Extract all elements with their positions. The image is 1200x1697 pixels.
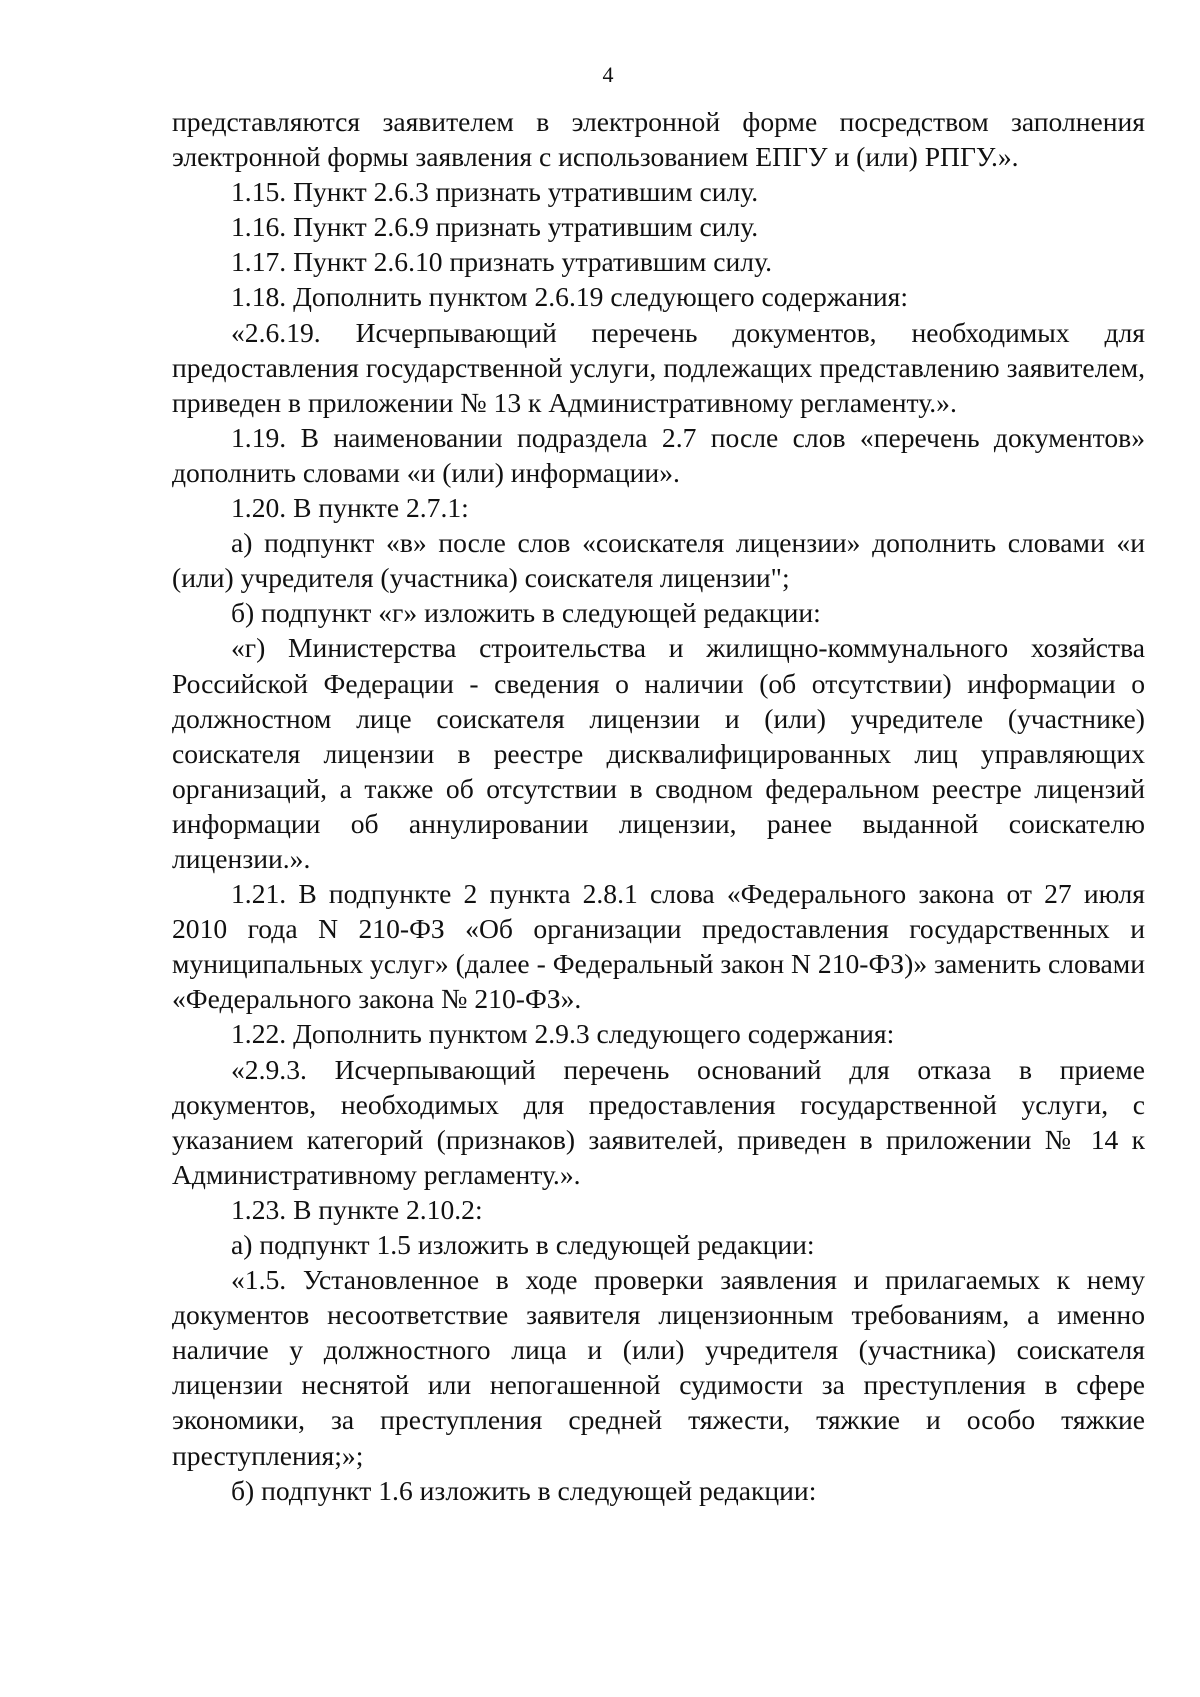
paragraph-1-20: 1.20. В пункте 2.7.1: <box>231 492 469 524</box>
paragraph-1-23-b: б) подпункт 1.6 изложить в следующей редакции: <box>231 1474 817 1506</box>
paragraph-1-20-b: б) подпункт «г» изложить в следующей редакции: <box>231 597 821 629</box>
page-number: 4 <box>602 62 614 87</box>
paragraph-1-18: 1.18. Дополнить пунктом 2.6.19 следующего содержания: <box>231 281 909 313</box>
paragraph-1-19: 1.19. В наименовании подраздела 2.7 после слов «перечень документов» дополнить словами «и (или) информации». <box>172 421 1145 488</box>
paragraph-1-15: 1.15. Пункт 2.6.3 признать утратившим силу. <box>231 176 759 208</box>
paragraph-g-quote: «г) Министерства строительства и жилищно-коммунального хозяйства Российской Федерации - сведения о наличии (об отсутствии) информации о должностном лице соискателя лицензии и (или) учредителе (участнике) соискателя лицензии в реестре дисквалифицированных лиц управляющих организаций, а также об отсутствии в сводном федеральном реестре лицензий информации об аннулировании лицензии, ранее выданной соискателю лицензии.». <box>172 632 1145 874</box>
paragraph-2-6-19-quote: «2.6.19. Исчерпывающий перечень документов, необходимых для предоставления государственной услуги, подлежащих представлению заявителем, приведен в приложении № 13 к Административному регламенту.». <box>172 316 1145 418</box>
paragraph-1-16: 1.16. Пункт 2.6.9 признать утратившим силу. <box>231 211 759 243</box>
paragraph-1-20-a: а) подпункт «в» после слов «соискателя лицензии» дополнить словами «и (или) учредителя (участника) соискателя лицензии"; <box>172 527 1145 594</box>
paragraph-1-5-quote: «1.5. Установленное в ходе проверки заявления и прилагаемых к нему документов несоответствие заявителя лицензионным требованиям, а именно наличие у должностного лица и (или) учредителя (участника) соискателя лицензии неснятой или непогашенной судимости за преступления в сфере экономики, за преступления средней тяжести, тяжкие и особо тяжкие преступления;»; <box>172 1264 1145 1471</box>
paragraph-1-17: 1.17. Пункт 2.6.10 признать утратившим силу. <box>231 246 773 278</box>
paragraph-2-9-3-quote: «2.9.3. Исчерпывающий перечень оснований для отказа в приеме документов, необходимых для предоставления государственной услуги, с указанием категорий (признаков) заявителей, приведен в приложении № 14 к Административному регламенту.». <box>172 1053 1145 1190</box>
paragraph-1-22: 1.22. Дополнить пунктом 2.9.3 следующего содержания: <box>231 1018 895 1050</box>
document-body <box>172 104 1145 1508</box>
paragraph-continuation: представляются заявителем в электронной форме посредством заполнения электронной формы заявления с использованием ЕПГУ и (или) РПГУ.». <box>172 106 1145 173</box>
paragraph-1-23-a: а) подпункт 1.5 изложить в следующей редакции: <box>231 1229 815 1260</box>
paragraph-1-23: 1.23. В пункте 2.10.2: <box>231 1193 483 1225</box>
paragraph-1-21: 1.21. В подпункте 2 пункта 2.8.1 слова «Федерального закона от 27 июля 2010 года N 210-ФЗ «Об организации предоставления государственных и муниципальных услуг» (далее - Федеральный закон N 210-ФЗ)» заменить словами «Федерального закона № 210-ФЗ». <box>172 878 1145 1015</box>
